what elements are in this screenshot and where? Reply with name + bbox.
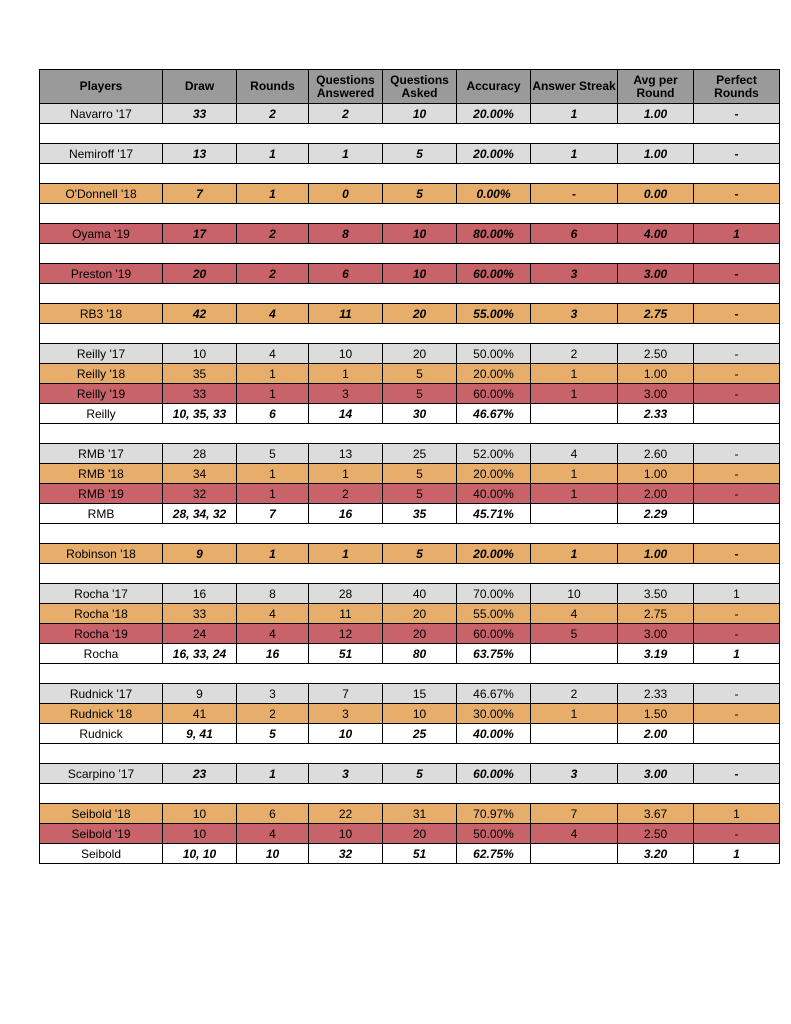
player-cell: Rocha '18 — [40, 604, 163, 624]
rounds-cell: 5 — [237, 444, 309, 464]
avg-cell: 1.00 — [618, 364, 694, 384]
asked-cell: 20 — [383, 304, 457, 324]
rounds-cell: 6 — [237, 804, 309, 824]
draw-cell: 24 — [163, 624, 237, 644]
accuracy-cell: 50.00% — [457, 824, 531, 844]
rounds-cell: 6 — [237, 404, 309, 424]
accuracy-cell: 30.00% — [457, 704, 531, 724]
player-cell: Rocha — [40, 644, 163, 664]
streak-cell: 1 — [531, 704, 618, 724]
answered-cell: 1 — [309, 364, 383, 384]
streak-cell: 1 — [531, 144, 618, 164]
accuracy-cell: 60.00% — [457, 264, 531, 284]
rounds-cell: 4 — [237, 824, 309, 844]
table-row — [40, 224, 780, 244]
streak-cell: 4 — [531, 604, 618, 624]
player-cell: Reilly — [40, 404, 163, 424]
draw-cell: 41 — [163, 704, 237, 724]
avg-cell: 3.50 — [618, 584, 694, 604]
draw-cell: 33 — [163, 104, 237, 124]
rounds-cell: 1 — [237, 144, 309, 164]
rounds-cell: 2 — [237, 264, 309, 284]
draw-cell: 16, 33, 24 — [163, 644, 237, 664]
streak-cell: 3 — [531, 264, 618, 284]
spacer-row — [40, 164, 780, 184]
table-row — [40, 824, 780, 844]
table-row — [40, 724, 780, 744]
answered-cell: 11 — [309, 604, 383, 624]
avg-cell: 1.50 — [618, 704, 694, 724]
perfect-cell: - — [694, 484, 780, 504]
draw-cell: 17 — [163, 224, 237, 244]
draw-cell: 28 — [163, 444, 237, 464]
avg-cell: 2.75 — [618, 304, 694, 324]
perfect-cell: - — [694, 684, 780, 704]
streak-cell: 10 — [531, 584, 618, 604]
asked-cell: 10 — [383, 704, 457, 724]
table-row — [40, 804, 780, 824]
asked-cell: 10 — [383, 104, 457, 124]
answered-cell: 10 — [309, 824, 383, 844]
asked-cell: 5 — [383, 544, 457, 564]
table-row — [40, 684, 780, 704]
player-cell: RMB '17 — [40, 444, 163, 464]
rounds-cell: 1 — [237, 384, 309, 404]
rounds-cell: 1 — [237, 184, 309, 204]
asked-cell: 5 — [383, 384, 457, 404]
asked-cell: 35 — [383, 504, 457, 524]
streak-cell: - — [531, 184, 618, 204]
rounds-cell: 1 — [237, 544, 309, 564]
perfect-cell: 1 — [694, 224, 780, 244]
accuracy-cell: 45.71% — [457, 504, 531, 524]
accuracy-cell: 60.00% — [457, 624, 531, 644]
draw-cell: 28, 34, 32 — [163, 504, 237, 524]
player-cell: Robinson '18 — [40, 544, 163, 564]
table-row — [40, 604, 780, 624]
player-cell: Reilly '18 — [40, 364, 163, 384]
asked-cell: 15 — [383, 684, 457, 704]
accuracy-cell: 60.00% — [457, 764, 531, 784]
player-cell: RB3 '18 — [40, 304, 163, 324]
answered-cell: 11 — [309, 304, 383, 324]
table-row — [40, 464, 780, 484]
spacer-cell — [40, 324, 780, 344]
player-cell: Reilly '17 — [40, 344, 163, 364]
draw-cell: 20 — [163, 264, 237, 284]
rounds-cell: 1 — [237, 484, 309, 504]
draw-cell: 34 — [163, 464, 237, 484]
perfect-cell: - — [694, 264, 780, 284]
draw-cell: 7 — [163, 184, 237, 204]
table-row — [40, 184, 780, 204]
avg-cell: 3.19 — [618, 644, 694, 664]
answered-cell: 14 — [309, 404, 383, 424]
draw-cell: 16 — [163, 584, 237, 604]
perfect-cell: - — [694, 344, 780, 364]
accuracy-cell: 70.00% — [457, 584, 531, 604]
answered-cell: 28 — [309, 584, 383, 604]
player-cell: RMB — [40, 504, 163, 524]
rounds-cell: 4 — [237, 304, 309, 324]
answered-cell: 3 — [309, 764, 383, 784]
draw-cell: 23 — [163, 764, 237, 784]
perfect-cell: - — [694, 544, 780, 564]
player-cell: RMB '19 — [40, 484, 163, 504]
spacer-cell — [40, 284, 780, 304]
rounds-cell: 2 — [237, 104, 309, 124]
spacer-row — [40, 324, 780, 344]
streak-cell — [531, 844, 618, 864]
accuracy-cell: 55.00% — [457, 304, 531, 324]
accuracy-cell: 40.00% — [457, 484, 531, 504]
streak-cell — [531, 644, 618, 664]
perfect-cell: - — [694, 604, 780, 624]
table-row — [40, 584, 780, 604]
answered-cell: 32 — [309, 844, 383, 864]
table-row — [40, 544, 780, 564]
avg-cell: 0.00 — [618, 184, 694, 204]
spacer-cell — [40, 524, 780, 544]
header-perfect-rounds: Perfect Rounds — [694, 70, 780, 104]
accuracy-cell: 0.00% — [457, 184, 531, 204]
asked-cell: 30 — [383, 404, 457, 424]
player-cell: Seibold '18 — [40, 804, 163, 824]
rounds-cell: 1 — [237, 464, 309, 484]
accuracy-cell: 63.75% — [457, 644, 531, 664]
streak-cell — [531, 404, 618, 424]
avg-cell: 2.50 — [618, 344, 694, 364]
spacer-row — [40, 744, 780, 764]
accuracy-cell: 70.97% — [457, 804, 531, 824]
perfect-cell: 1 — [694, 584, 780, 604]
rounds-cell: 7 — [237, 504, 309, 524]
table-body — [40, 104, 780, 864]
player-stats-table — [39, 69, 780, 864]
streak-cell: 4 — [531, 824, 618, 844]
header-players: Players — [40, 70, 163, 104]
streak-cell: 1 — [531, 464, 618, 484]
perfect-cell: - — [694, 184, 780, 204]
player-cell: Rudnick '17 — [40, 684, 163, 704]
streak-cell: 4 — [531, 444, 618, 464]
perfect-cell: - — [694, 144, 780, 164]
answered-cell: 7 — [309, 684, 383, 704]
answered-cell: 2 — [309, 484, 383, 504]
perfect-cell: - — [694, 384, 780, 404]
player-cell: Nemiroff '17 — [40, 144, 163, 164]
player-cell: Oyama '19 — [40, 224, 163, 244]
perfect-cell: - — [694, 764, 780, 784]
draw-cell: 33 — [163, 604, 237, 624]
accuracy-cell: 50.00% — [457, 344, 531, 364]
table-row — [40, 404, 780, 424]
player-cell: Reilly '19 — [40, 384, 163, 404]
avg-cell: 1.00 — [618, 144, 694, 164]
spacer-row — [40, 284, 780, 304]
avg-cell: 1.00 — [618, 104, 694, 124]
table-row — [40, 344, 780, 364]
streak-cell: 1 — [531, 384, 618, 404]
spacer-cell — [40, 664, 780, 684]
avg-cell: 2.60 — [618, 444, 694, 464]
table-row — [40, 144, 780, 164]
player-cell: Preston '19 — [40, 264, 163, 284]
rounds-cell: 3 — [237, 684, 309, 704]
accuracy-cell: 52.00% — [457, 444, 531, 464]
avg-cell: 4.00 — [618, 224, 694, 244]
avg-cell: 3.67 — [618, 804, 694, 824]
draw-cell: 10, 35, 33 — [163, 404, 237, 424]
asked-cell: 5 — [383, 464, 457, 484]
player-cell: RMB '18 — [40, 464, 163, 484]
asked-cell: 25 — [383, 724, 457, 744]
draw-cell: 10, 10 — [163, 844, 237, 864]
answered-cell: 10 — [309, 724, 383, 744]
streak-cell — [531, 724, 618, 744]
player-cell: Rudnick — [40, 724, 163, 744]
asked-cell: 80 — [383, 644, 457, 664]
header-answer-streak: Answer Streak — [531, 70, 618, 104]
answered-cell: 12 — [309, 624, 383, 644]
table-row — [40, 644, 780, 664]
spacer-cell — [40, 244, 780, 264]
rounds-cell: 16 — [237, 644, 309, 664]
rounds-cell: 2 — [237, 704, 309, 724]
asked-cell: 20 — [383, 344, 457, 364]
header-accuracy: Accuracy — [457, 70, 531, 104]
answered-cell: 1 — [309, 544, 383, 564]
spacer-row — [40, 244, 780, 264]
perfect-cell: - — [694, 824, 780, 844]
header-questions-asked: Questions Asked — [383, 70, 457, 104]
rounds-cell: 4 — [237, 344, 309, 364]
perfect-cell: 1 — [694, 644, 780, 664]
accuracy-cell: 20.00% — [457, 464, 531, 484]
streak-cell: 1 — [531, 544, 618, 564]
asked-cell: 10 — [383, 264, 457, 284]
spacer-cell — [40, 124, 780, 144]
rounds-cell: 4 — [237, 624, 309, 644]
perfect-cell — [694, 404, 780, 424]
table-row — [40, 484, 780, 504]
streak-cell: 1 — [531, 484, 618, 504]
spacer-cell — [40, 744, 780, 764]
perfect-cell — [694, 504, 780, 524]
table-row — [40, 624, 780, 644]
accuracy-cell: 62.75% — [457, 844, 531, 864]
asked-cell: 20 — [383, 824, 457, 844]
draw-cell: 10 — [163, 344, 237, 364]
accuracy-cell: 20.00% — [457, 544, 531, 564]
table-row — [40, 844, 780, 864]
rounds-cell: 1 — [237, 764, 309, 784]
streak-cell: 5 — [531, 624, 618, 644]
answered-cell: 1 — [309, 144, 383, 164]
draw-cell: 13 — [163, 144, 237, 164]
streak-cell: 3 — [531, 764, 618, 784]
asked-cell: 10 — [383, 224, 457, 244]
spacer-row — [40, 564, 780, 584]
spacer-cell — [40, 784, 780, 804]
asked-cell: 25 — [383, 444, 457, 464]
asked-cell: 5 — [383, 144, 457, 164]
table-row — [40, 104, 780, 124]
perfect-cell: 1 — [694, 804, 780, 824]
asked-cell: 40 — [383, 584, 457, 604]
asked-cell: 5 — [383, 484, 457, 504]
streak-cell: 2 — [531, 684, 618, 704]
accuracy-cell: 20.00% — [457, 104, 531, 124]
answered-cell: 0 — [309, 184, 383, 204]
perfect-cell: - — [694, 444, 780, 464]
draw-cell: 9 — [163, 684, 237, 704]
avg-cell: 2.75 — [618, 604, 694, 624]
perfect-cell: 1 — [694, 844, 780, 864]
asked-cell: 5 — [383, 184, 457, 204]
player-cell: O'Donnell '18 — [40, 184, 163, 204]
streak-cell: 1 — [531, 364, 618, 384]
answered-cell: 8 — [309, 224, 383, 244]
accuracy-cell: 20.00% — [457, 144, 531, 164]
avg-cell: 3.00 — [618, 624, 694, 644]
perfect-cell — [694, 724, 780, 744]
avg-cell: 1.00 — [618, 464, 694, 484]
accuracy-cell: 20.00% — [457, 364, 531, 384]
avg-cell: 3.00 — [618, 384, 694, 404]
draw-cell: 42 — [163, 304, 237, 324]
table-row — [40, 444, 780, 464]
accuracy-cell: 40.00% — [457, 724, 531, 744]
avg-cell: 3.00 — [618, 764, 694, 784]
player-cell: Seibold '19 — [40, 824, 163, 844]
spacer-row — [40, 524, 780, 544]
avg-cell: 1.00 — [618, 544, 694, 564]
accuracy-cell: 60.00% — [457, 384, 531, 404]
rounds-cell: 1 — [237, 364, 309, 384]
spacer-row — [40, 204, 780, 224]
perfect-cell: - — [694, 364, 780, 384]
asked-cell: 51 — [383, 844, 457, 864]
table-row — [40, 764, 780, 784]
spacer-row — [40, 664, 780, 684]
streak-cell: 3 — [531, 304, 618, 324]
streak-cell: 7 — [531, 804, 618, 824]
spacer-cell — [40, 424, 780, 444]
answered-cell: 2 — [309, 104, 383, 124]
spacer-row — [40, 784, 780, 804]
avg-cell: 3.00 — [618, 264, 694, 284]
player-cell: Scarpino '17 — [40, 764, 163, 784]
header-avg-per-round: Avg per Round — [618, 70, 694, 104]
player-cell: Seibold — [40, 844, 163, 864]
avg-cell: 2.29 — [618, 504, 694, 524]
table-row — [40, 384, 780, 404]
perfect-cell: - — [694, 304, 780, 324]
avg-cell: 2.00 — [618, 724, 694, 744]
rounds-cell: 10 — [237, 844, 309, 864]
draw-cell: 35 — [163, 364, 237, 384]
player-cell: Navarro '17 — [40, 104, 163, 124]
player-cell: Rudnick '18 — [40, 704, 163, 724]
avg-cell: 3.20 — [618, 844, 694, 864]
answered-cell: 1 — [309, 464, 383, 484]
rounds-cell: 2 — [237, 224, 309, 244]
answered-cell: 6 — [309, 264, 383, 284]
avg-cell: 2.33 — [618, 404, 694, 424]
answered-cell: 10 — [309, 344, 383, 364]
draw-cell: 32 — [163, 484, 237, 504]
asked-cell: 20 — [383, 604, 457, 624]
perfect-cell: - — [694, 464, 780, 484]
perfect-cell: - — [694, 104, 780, 124]
spacer-row — [40, 124, 780, 144]
answered-cell: 16 — [309, 504, 383, 524]
avg-cell: 2.00 — [618, 484, 694, 504]
accuracy-cell: 46.67% — [457, 404, 531, 424]
answered-cell: 3 — [309, 384, 383, 404]
draw-cell: 10 — [163, 824, 237, 844]
table-row — [40, 364, 780, 384]
draw-cell: 9, 41 — [163, 724, 237, 744]
asked-cell: 5 — [383, 364, 457, 384]
header-rounds: Rounds — [237, 70, 309, 104]
accuracy-cell: 80.00% — [457, 224, 531, 244]
streak-cell: 6 — [531, 224, 618, 244]
table-row — [40, 264, 780, 284]
spacer-row — [40, 424, 780, 444]
streak-cell — [531, 504, 618, 524]
answered-cell: 22 — [309, 804, 383, 824]
answered-cell: 51 — [309, 644, 383, 664]
rounds-cell: 4 — [237, 604, 309, 624]
answered-cell: 3 — [309, 704, 383, 724]
table-row — [40, 504, 780, 524]
perfect-cell: - — [694, 624, 780, 644]
table-row — [40, 304, 780, 324]
accuracy-cell: 55.00% — [457, 604, 531, 624]
draw-cell: 10 — [163, 804, 237, 824]
draw-cell: 33 — [163, 384, 237, 404]
asked-cell: 31 — [383, 804, 457, 824]
avg-cell: 2.50 — [618, 824, 694, 844]
answered-cell: 13 — [309, 444, 383, 464]
spacer-cell — [40, 204, 780, 224]
asked-cell: 5 — [383, 764, 457, 784]
player-cell: Rocha '17 — [40, 584, 163, 604]
header-questions-answered: Questions Answered — [309, 70, 383, 104]
spacer-cell — [40, 164, 780, 184]
spacer-cell — [40, 564, 780, 584]
asked-cell: 20 — [383, 624, 457, 644]
rounds-cell: 8 — [237, 584, 309, 604]
streak-cell: 1 — [531, 104, 618, 124]
table-row — [40, 704, 780, 724]
header-row — [40, 70, 780, 104]
perfect-cell: - — [694, 704, 780, 724]
rounds-cell: 5 — [237, 724, 309, 744]
accuracy-cell: 46.67% — [457, 684, 531, 704]
draw-cell: 9 — [163, 544, 237, 564]
header-draw: Draw — [163, 70, 237, 104]
player-cell: Rocha '19 — [40, 624, 163, 644]
streak-cell: 2 — [531, 344, 618, 364]
avg-cell: 2.33 — [618, 684, 694, 704]
